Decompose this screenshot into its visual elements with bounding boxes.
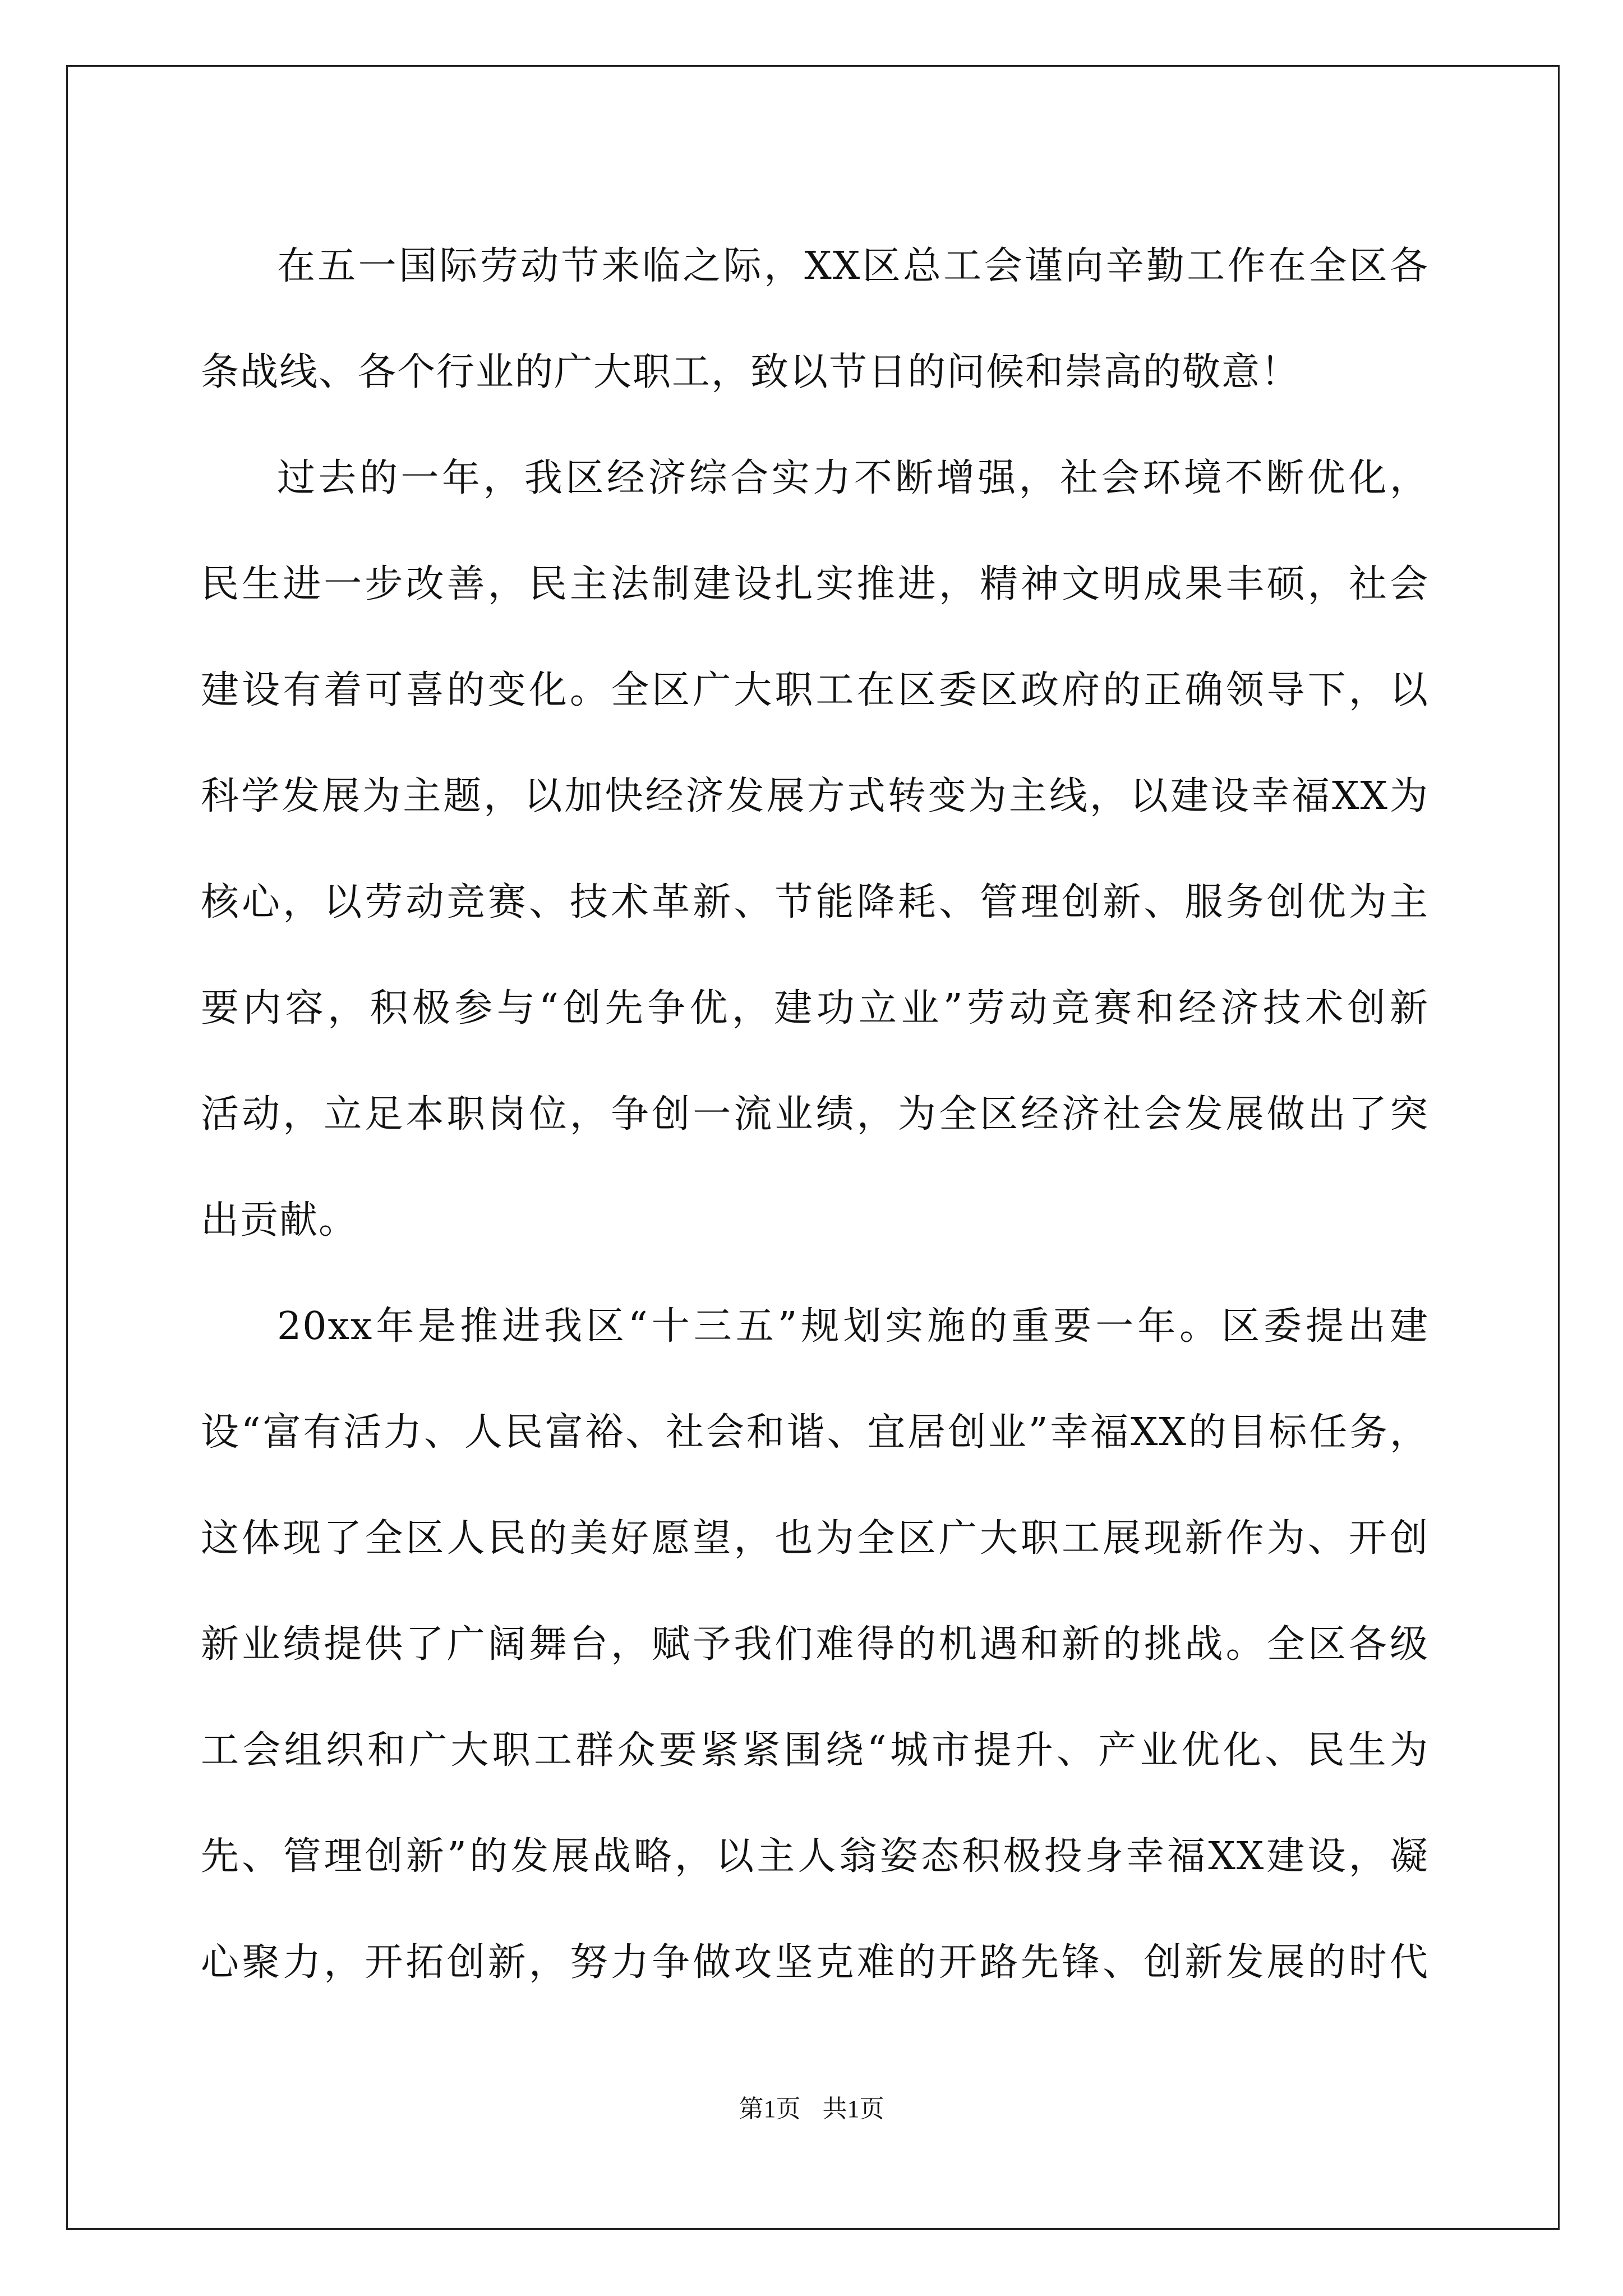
- paragraph-3-line-4: 新业绩提供了广阔舞台，赋予我们难得的机遇和新的挑战。全区各级: [201, 1622, 1429, 1667]
- paragraph-2-line-3: 建设有着可喜的变化。全区广大职工在区委区政府的正确领导下，以: [201, 668, 1429, 712]
- paragraph-1-line-2: 条战线、各个行业的广大职工，致以节日的问候和崇高的敬意！: [201, 350, 1301, 394]
- paragraph-3-line-1: 20xx年是推进我区“十三五”规划实施的重要一年。区委提出建: [277, 1304, 1429, 1349]
- paragraph-2-line-6: 要内容，积极参与“创先争优，建功立业”劳动竞赛和经济技术创新: [201, 986, 1429, 1030]
- paragraph-2-line-2: 民生进一步改善，民主法制建设扎实推进，精神文明成果丰硕，社会: [201, 562, 1429, 606]
- paragraph-3-line-3: 这体现了全区人民的美好愿望，也为全区广大职工展现新作为、开创: [201, 1516, 1429, 1561]
- paragraph-2-line-7: 活动，立足本职岗位，争创一流业绩，为全区经济社会发展做出了突: [201, 1092, 1429, 1137]
- paragraph-2-line-1: 过去的一年，我区经济综合实力不断增强，社会环境不断优化，: [277, 456, 1429, 500]
- page-number: 第1页: [739, 2095, 801, 2123]
- paragraph-2-line-8: 出贡献。: [201, 1198, 358, 1243]
- paragraph-3-line-5: 工会组织和广大职工群众要紧紧围绕“城市提升、产业优化、民生为: [201, 1728, 1429, 1773]
- page-footer: [0, 2092, 1623, 2126]
- paragraph-3-line-6: 先、管理创新”的发展战略，以主人翁姿态积极投身幸福XX建设，凝: [201, 1834, 1429, 1879]
- document-body: [201, 213, 1429, 2016]
- paragraph-2-line-4: 科学发展为主题，以加快经济发展方式转变为主线，以建设幸福XX为: [201, 774, 1429, 818]
- paragraph-2-line-5: 核心，以劳动竞赛、技术革新、节能降耗、管理创新、服务创优为主: [201, 880, 1429, 924]
- paragraph-3-line-2: 设“富有活力、人民富裕、社会和谐、宜居创业”幸福XX的目标任务，: [201, 1410, 1429, 1455]
- paragraph-3-line-7: 心聚力，开拓创新，努力争做攻坚克难的开路先锋、创新发展的时代: [201, 1940, 1429, 1985]
- page-total: 共1页: [822, 2095, 884, 2123]
- paragraph-1-line-1: 在五一国际劳动节来临之际，XX区总工会谨向辛勤工作在全区各: [277, 244, 1429, 288]
